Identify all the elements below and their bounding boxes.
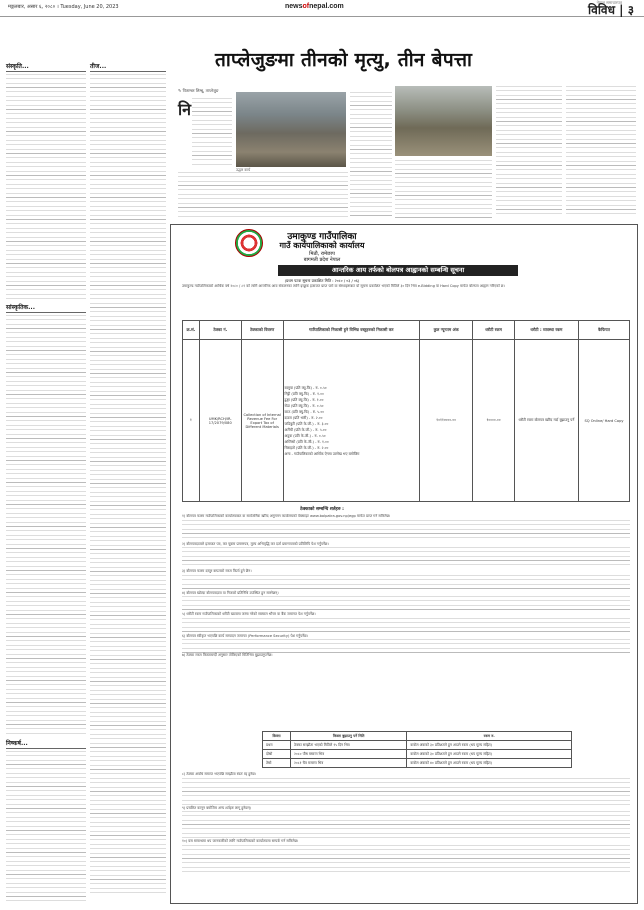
tender-table (182, 320, 630, 502)
table-header: धरौटी रकम (473, 321, 515, 340)
province: बागमती प्रदेश नेपाल (303, 257, 341, 263)
conditions-list (182, 514, 630, 728)
list-item: अलैंची (प्रति के.जी.) - रु. ५.०० (284, 427, 327, 432)
conditions-title: ठेक्काको सम्बन्धि शर्तहरु : (300, 507, 344, 512)
story-text (566, 86, 636, 218)
table-header: क्र.सं. (183, 321, 200, 340)
body-text (6, 751, 86, 901)
condition-item: ३) बोलपत्र फारम दस्तुर बापतको रकम फिर्ता हुने छैन। (182, 569, 252, 573)
list-item: अदुवा (प्रति के.जी.) - रु. ०.५० (284, 433, 326, 438)
condition-item: ७) ठेक्का रकम किस्ताबन्दी अनुसार तोकिएको मितिभित्र बुझाउनुपर्नेछ। (182, 653, 273, 657)
date-line: मङ्गलबार, असार ६, २०८० । Tuesday, June 20, 2023 (8, 4, 119, 10)
table-header: रकम रु. (407, 732, 572, 741)
condition-item: ९) प्रचलित कानून बमोजिम अन्य शर्तहरु लागू हुनेछन्। (182, 805, 252, 810)
story-text (395, 160, 492, 218)
story-photo (236, 92, 346, 167)
table-cell: प्रथम (263, 741, 291, 750)
tax-items-cell (283, 340, 419, 502)
story-text (350, 92, 392, 218)
table-row (183, 340, 630, 502)
table-cell: १००००.०० (473, 340, 515, 502)
first-published: (प्रथम पटक सूचना प्रकाशित मिति : २०८० / ०३ / ०६) (284, 278, 360, 283)
section-label: विविध | ३ (588, 3, 634, 17)
story-byline: ✎ पिताम्बर लिम्बू, ताप्लेजुङ (178, 88, 219, 93)
table-cell: २०८१ चैत्र मसान्त भित्र (291, 759, 407, 768)
left-column (6, 62, 86, 902)
table-cell: १ (183, 340, 200, 502)
table-cell: कवोल अंकको ३० प्रतिशतले हुन आउने रकम (थप मूल्य सहित) (407, 750, 572, 759)
section-title: संस्कृति... (6, 62, 86, 72)
condition-item: १०) यस सम्बन्धमा थप जानकारीको लागि गाउँपालिकाको कार्यालयमा सम्पर्क गर्न सकिनेछ। (182, 839, 299, 843)
table-cell: तेस्रो (263, 759, 291, 768)
list-item: रोडा (प्रति क्यु.फि) - रु. ०.५० (284, 403, 324, 408)
table-cell: SQ Online/ Hard Copy (578, 340, 629, 502)
table-header: कैफियत (578, 321, 629, 340)
story-headline[interactable]: ताप्लेजुङमा तीनको मृत्यु, तीन बेपत्ता (215, 49, 473, 71)
photo-caption: उद्धार कार्य (236, 168, 251, 172)
table-header: ठेक्काको विवरण (241, 321, 283, 340)
table-cell: कवोल अंकको ४० प्रतिशतले हुन आउने रकम (थप मूल्य सहित) (407, 759, 572, 768)
list-item: जडिबुटी (प्रति के.जी.) - रु. ३.०० (284, 421, 329, 426)
list-item: चिराइतो (प्रति के.जी.) - रु. २.०० (284, 445, 329, 450)
section-title: तीज... (90, 62, 166, 72)
notice-title: आन्तरिक आय तर्फको बोलपत्र आह्वानको सम्बन्धि सूचना (278, 265, 518, 276)
installment-table (262, 731, 572, 768)
condition-text (182, 575, 630, 591)
table-header: ठेक्का नं. (199, 321, 241, 340)
table-cell: २०८० पौष मसान्त भित्र (291, 750, 407, 759)
condition-item: २) बोलपत्रदाताले इजाजत पत्र, कर चुक्ता प्रमाणपत्र, मूल्य अभिवृद्धि कर दर्ता प्रमाणपत्रको प्रतिलिपि पेश गर्नुपर्नेछ। (182, 541, 329, 546)
list-item: बालुवा (प्रति क्यु.फि) - रु. ०.५० (284, 385, 327, 390)
table-header-row (183, 321, 630, 340)
drop-cap: नि (178, 100, 192, 119)
list-item: दाउरा (प्रति भारी) - रु. २.०० (284, 415, 323, 420)
table-header: गाउँपालिकाको निकासी हुने विभिन्न वस्तुहरुको निकासी कर (283, 321, 419, 340)
list-item: काठ (प्रति क्यु.फि) - रु. ५.०० (284, 409, 325, 414)
table-header: किस्ता (263, 732, 291, 741)
page-header (0, 0, 644, 17)
office-name: गाउँ कार्यपालिकाको कार्यालय (279, 241, 365, 250)
office-location: मिठौ, रामेछाप (309, 251, 335, 257)
table-cell: ठेक्का सम्झौता भएको मितिले १५ दिन भित्र (291, 741, 407, 750)
condition-text (182, 778, 630, 806)
table-cell: १०११००००.०० (420, 340, 473, 502)
condition-text (182, 639, 630, 653)
condition-text (182, 520, 630, 542)
condition-text (182, 845, 630, 873)
story-photo-2 (395, 86, 492, 156)
table-cell: धरौटी रकम बोलपत्र खरिद गर्दा बुझाउनु पर्ने (514, 340, 578, 502)
site-brand[interactable]: newsofnepal.com (285, 3, 344, 10)
condition-item: ८) ठेक्का अवधि समाप्त भएपछि सम्झौता स्वतः रद्द हुनेछ। (182, 772, 257, 776)
condition-text (182, 596, 630, 612)
story-text (178, 172, 348, 218)
notice-intro: उमाकुण्ड गाउँपालिकाको आर्थिक वर्ष २०८० / ८१ को लागि आन्तरिक आय संकलनका लागि इच्छुक इजाजत प्राप्त फर्म वा संस्थाहरूबाट यो सूचना प्रकाशित भएको मितिले ३० दिन भित्र e-Bidding वा Hard Copy मार्फत बोलपत्र आह्वान गरिएको छ। (182, 284, 505, 288)
condition-item: ४) बोलपत्र खोल्दा बोलपत्रदाता वा निजको प्रतिनिधि उपस्थित हुन सक्नेछन्। (182, 590, 279, 595)
table-cell: Collection of Internal Revenue Fee For Export Tax of Different Materials (241, 340, 283, 502)
list-item: ढुङ्गा (प्रति क्यु.फि) - रु. १.०० (284, 397, 324, 402)
list-item: गिट्टी (प्रति क्यु.फि) - रु. १.०० (284, 391, 324, 396)
org-name: उमाकुण्ड गाउँपालिका (287, 232, 357, 242)
story-text (496, 86, 562, 218)
condition-item: ६) बोलपत्र स्वीकृत भएपछि कार्य सम्पादन जमानत (Performance Security) पेश गर्नुपर्नेछ। (182, 633, 309, 638)
condition-text (182, 618, 630, 634)
condition-text (182, 547, 630, 569)
section-title: निष्कर्ष... (6, 739, 86, 749)
condition-item: ५) धरौटी रकम गाउँपालिकाको धरौटी खातामा जम्मा गरेको सक्कल भौचर वा बैंक जमानत पेश गर्नुपर्नेछ। (182, 612, 316, 616)
table-header-row (263, 732, 572, 741)
table-header: किस्ता बुझाउनु पर्ने मिति (291, 732, 407, 741)
condition-text (182, 811, 630, 839)
body-text (90, 74, 166, 894)
section-title: सांस्कृतिक... (6, 303, 86, 313)
body-text (6, 315, 86, 735)
table-header: धरौटी : व्यवस्था रकम (514, 321, 578, 340)
table-row (263, 759, 572, 768)
paper-name: नेपाल समाचारपत्र (596, 0, 622, 5)
list-item: अम्लिसो (प्रति के.जी.) - रु. १.०० (284, 439, 329, 444)
conditions-list-2 (182, 772, 630, 898)
table-header: कुल न्यूनतम अंक (420, 321, 473, 340)
story-text (192, 98, 232, 168)
table-row (263, 741, 572, 750)
second-column (90, 62, 166, 902)
body-text (6, 74, 86, 299)
table-cell: दोस्रो (263, 750, 291, 759)
condition-item: १) बोलपत्र फारम गाउँपालिकाको कार्यालयबाट वा सार्वजनिक खरिद अनुगमन कार्यालयको वेबसाइट www.bolpatra.gov.np/egp मार्फत प्राप्त गर्न सकिनेछ। (182, 514, 391, 518)
table-cell: UMK/RCH/IR-17/2079/080 (199, 340, 241, 502)
list-item: अन्य - गाउँपालिकाको आर्थिक ऐनमा उल्लेख भए बमोजिम (284, 451, 360, 456)
table-row (263, 750, 572, 759)
table-cell: कवोल अंकको ३० प्रतिशतले हुन आउने रकम (थप मूल्य सहित) (407, 741, 572, 750)
